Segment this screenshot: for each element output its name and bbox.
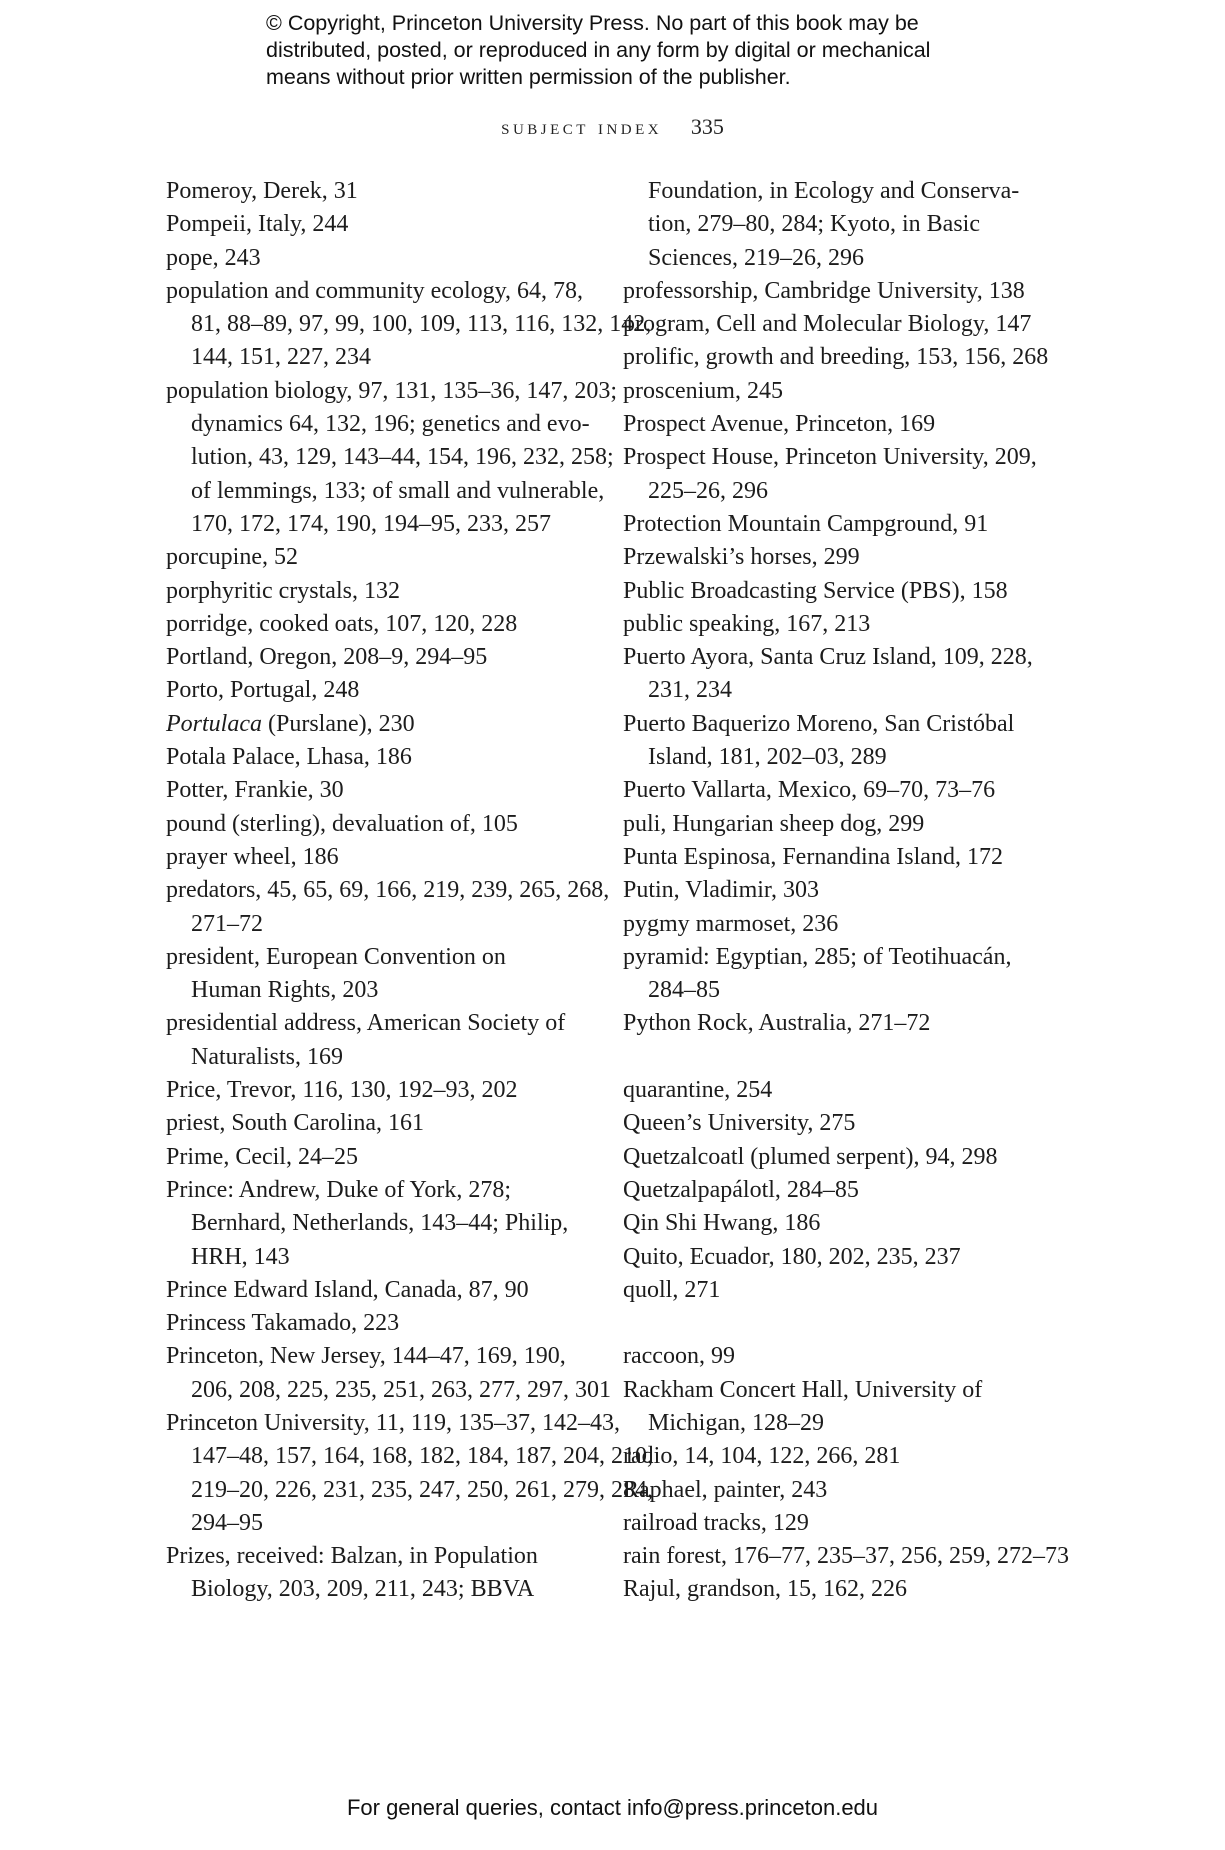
section-gap: [623, 1041, 1043, 1074]
footer-contact: For general queries, contact info@press.princeton.edu: [346, 1795, 879, 1820]
index-entry-continuation: 219–20, 226, 231, 235, 247, 250, 261, 279, 284,: [191, 1476, 653, 1503]
index-entry: [166, 708, 586, 741]
index-entry: quoll, 271: [623, 1276, 721, 1303]
index-entry: Protection Mountain Campground, 91: [623, 510, 989, 537]
index-entry-continuation: Foundation, in Ecology and Conserva-: [648, 178, 1020, 204]
index-entry: Porto, Portugal, 248: [166, 677, 360, 704]
index-entry: public speaking, 167, 213: [623, 610, 871, 637]
index-column-right: [623, 175, 1069, 1607]
index-entry: Python Rock, Australia, 271–72: [623, 1010, 931, 1037]
index-entry-rest: (Purslane), 230: [262, 710, 415, 737]
index-entry: Puerto Ayora, Santa Cruz Island, 109, 228,: [623, 644, 1033, 671]
index-entry: presidential address, American Society of: [166, 1010, 566, 1037]
index-entry-continuation: 144, 151, 227, 234: [191, 344, 371, 371]
index-entry: Price, Trevor, 116, 130, 192–93, 202: [166, 1077, 518, 1104]
index-entry: Prospect House, Princeton University, 209,: [623, 444, 1037, 471]
index-entry: Quetzalpapálotl, 284–85: [623, 1176, 859, 1203]
index-entry-continuation: 231, 234: [648, 677, 732, 704]
index-entry: Quetzalcoatl (plumed serpent), 94, 298: [623, 1143, 998, 1170]
index-entry-continuation: 271–72: [191, 910, 263, 937]
index-entry: Princeton, New Jersey, 144–47, 169, 190,: [166, 1343, 566, 1370]
index-entry: Putin, Vladimir, 303: [623, 877, 819, 904]
index-entry: population biology, 97, 131, 135–36, 147, 203;: [166, 377, 618, 404]
index-entry: program, Cell and Molecular Biology, 147: [623, 311, 1032, 338]
index-entry-continuation: Human Rights, 203: [191, 977, 379, 1004]
index-entry: Prince Edward Island, Canada, 87, 90: [166, 1276, 529, 1303]
index-entry: Portland, Oregon, 208–9, 294–95: [166, 644, 488, 671]
index-entry: predators, 45, 65, 69, 166, 219, 239, 265, 268,: [166, 877, 610, 904]
index-entry: pope, 243: [166, 244, 261, 271]
index-entry: proscenium, 245: [623, 377, 783, 404]
copyright-line: distributed, posted, or reproduced in any form by digital or mechanical: [266, 38, 931, 62]
copyright-line: means without prior written permission of the publisher.: [266, 65, 791, 89]
index-entry: professorship, Cambridge University, 138: [623, 277, 1025, 304]
index-entry: raccoon, 99: [623, 1343, 735, 1370]
index-entry: porcupine, 52: [166, 544, 298, 571]
index-entry: Quito, Ecuador, 180, 202, 235, 237: [623, 1243, 961, 1270]
copyright-line: © Copyright, Princeton University Press. No part of this book may be: [266, 11, 919, 35]
index-entry: pygmy marmoset, 236: [623, 910, 839, 937]
index-entry: Pompeii, Italy, 244: [166, 211, 349, 238]
index-entry: porphyritic crystals, 132: [166, 577, 400, 604]
index-entry-continuation: 81, 88–89, 97, 99, 100, 109, 113, 116, 132, 142,: [191, 311, 652, 338]
index-entry: Potter, Frankie, 30: [166, 777, 344, 804]
index-entry-continuation: tion, 279–80, 284; Kyoto, in Basic: [648, 211, 980, 238]
index-entry: Punta Espinosa, Fernandina Island, 172: [623, 843, 1003, 870]
copyright-notice: [266, 10, 986, 91]
index-entry: Rajul, grandson, 15, 162, 226: [623, 1576, 907, 1603]
index-entry: Raphael, painter, 243: [623, 1476, 828, 1503]
index-entry: radio, 14, 104, 122, 266, 281: [623, 1443, 901, 1470]
index-entry: Pomeroy, Derek, 31: [166, 178, 358, 204]
index-column-left: [166, 175, 653, 1607]
index-entry-continuation: of lemmings, 133; of small and vulnerable,: [191, 477, 605, 504]
index-entry: Prince: Andrew, Duke of York, 278;: [166, 1176, 512, 1203]
index-entry: priest, South Carolina, 161: [166, 1110, 424, 1137]
running-head-title: subject index: [501, 114, 663, 139]
index-entry: pyramid: Egyptian, 285; of Teotihuacán,: [623, 943, 1012, 970]
index-entry: porridge, cooked oats, 107, 120, 228: [166, 610, 518, 637]
index-entry: Rackham Concert Hall, University of: [623, 1376, 983, 1403]
section-gap: [623, 1307, 1043, 1340]
index-entry-continuation: Naturalists, 169: [191, 1043, 343, 1070]
index-entry-continuation: lution, 43, 129, 143–44, 154, 196, 232, 258;: [191, 444, 614, 471]
index-entry-continuation: Michigan, 128–29: [648, 1409, 824, 1436]
index-entry: prayer wheel, 186: [166, 843, 339, 870]
index-entry: rain forest, 176–77, 235–37, 256, 259, 272–73: [623, 1543, 1069, 1570]
index-entry: Puerto Baquerizo Moreno, San Cristóbal: [623, 710, 1015, 737]
index-entry: Potala Palace, Lhasa, 186: [166, 744, 412, 771]
index-entry: railroad tracks, 129: [623, 1509, 809, 1536]
index-entry-continuation: 147–48, 157, 164, 168, 182, 184, 187, 204, 210,: [191, 1443, 653, 1470]
index-entry-continuation: HRH, 143: [191, 1243, 290, 1270]
index-entry: quarantine, 254: [623, 1077, 773, 1104]
index-entry: pound (sterling), devaluation of, 105: [166, 810, 518, 837]
index-entry-continuation: 170, 172, 174, 190, 194–95, 233, 257: [191, 510, 551, 537]
running-head: [0, 114, 1225, 140]
index-entry: Przewalski’s horses, 299: [623, 544, 860, 571]
index-entry-continuation: Bernhard, Netherlands, 143–44; Philip,: [191, 1210, 569, 1237]
index-entry: Princeton University, 11, 119, 135–37, 142–43,: [166, 1409, 620, 1436]
index-entry: Prospect Avenue, Princeton, 169: [623, 411, 936, 438]
index-entry-continuation: Island, 181, 202–03, 289: [648, 744, 887, 771]
index-entry: Prime, Cecil, 24–25: [166, 1143, 358, 1170]
index-entry-continuation: 294–95: [191, 1509, 263, 1536]
index-entry-continuation: 225–26, 296: [648, 477, 768, 504]
index-entry: Queen’s University, 275: [623, 1110, 856, 1137]
index-entry: Puerto Vallarta, Mexico, 69–70, 73–76: [623, 777, 996, 804]
index-entry: puli, Hungarian sheep dog, 299: [623, 810, 925, 837]
index-entry-continuation: Sciences, 219–26, 296: [648, 244, 864, 271]
index-entry: Princess Takamado, 223: [166, 1310, 400, 1337]
index-entry: prolific, growth and breeding, 153, 156, 268: [623, 344, 1049, 371]
index-entry-continuation: 206, 208, 225, 235, 251, 263, 277, 297, 301: [191, 1376, 611, 1403]
index-entry: Prizes, received: Balzan, in Population: [166, 1543, 538, 1570]
index-entry-continuation: dynamics 64, 132, 196; genetics and evo-: [191, 411, 590, 438]
index-entry-italic: Portulaca: [166, 710, 262, 737]
index-entry: president, European Convention on: [166, 943, 506, 970]
index-entry: Public Broadcasting Service (PBS), 158: [623, 577, 1008, 604]
index-entry: population and community ecology, 64, 78,: [166, 277, 584, 304]
index-entry-continuation: Biology, 203, 209, 211, 243; BBVA: [191, 1576, 535, 1603]
page-number: 335: [690, 114, 724, 139]
index-entry: Qin Shi Hwang, 186: [623, 1210, 821, 1237]
index-entry-continuation: 284–85: [648, 977, 720, 1004]
